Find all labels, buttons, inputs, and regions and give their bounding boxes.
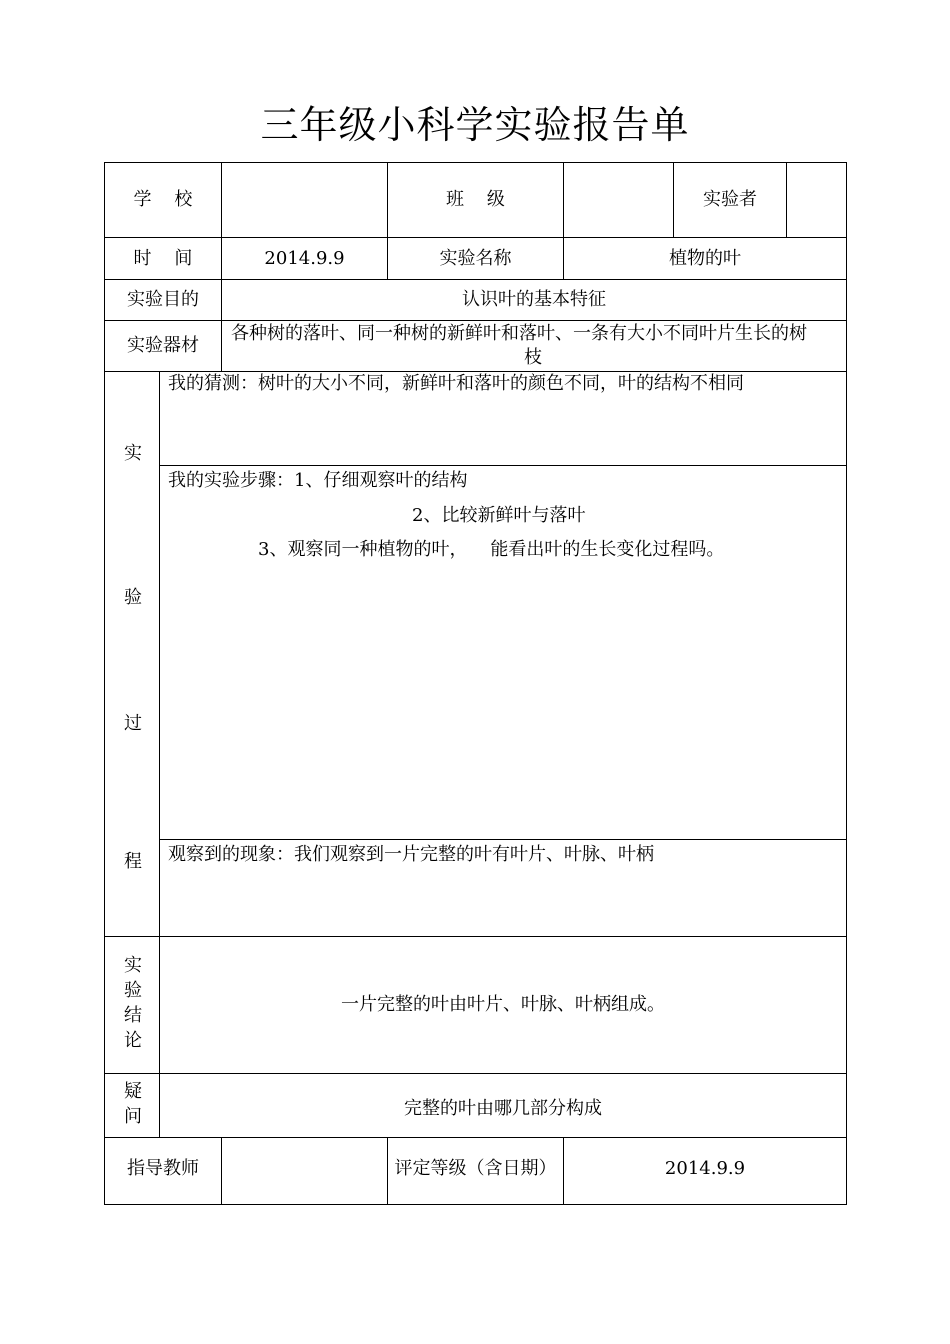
step-item[interactable]: 3、观察同一种植物的叶， 能看出叶的生长变化过程吗。 bbox=[258, 539, 725, 560]
question-value[interactable]: 完整的叶由哪几部分构成 bbox=[404, 1097, 602, 1119]
page-title: 三年级小科学实验报告单 bbox=[260, 103, 690, 147]
teacher-field[interactable] bbox=[222, 1138, 387, 1200]
purpose-label: 实验目的 bbox=[127, 289, 199, 310]
row-divider bbox=[159, 465, 847, 466]
process-label-char: 实 bbox=[124, 443, 142, 464]
conclusion-label bbox=[105, 953, 161, 1053]
experiment-name-value[interactable]: 植物的叶 bbox=[669, 247, 741, 269]
experimenter-field[interactable] bbox=[787, 163, 846, 237]
process-label-char: 验 bbox=[124, 587, 142, 608]
observation-text[interactable]: 观察到的现象：我们观察到一片完整的叶有叶片、叶脉、叶柄 bbox=[168, 844, 654, 865]
guess-text[interactable]: 我的猜测：树叶的大小不同，新鲜叶和落叶的颜色不同，叶的结构不相同 bbox=[168, 373, 744, 394]
process-label-char: 程 bbox=[124, 851, 142, 872]
school-label: 学 校 bbox=[133, 189, 193, 210]
table-border-bottom bbox=[104, 1204, 847, 1205]
experimenter-label: 实验者 bbox=[703, 189, 757, 210]
table-border-right bbox=[846, 162, 847, 1205]
experiment-name-label: 实验名称 bbox=[439, 247, 512, 269]
conclusion-label-char: 结 bbox=[124, 1005, 142, 1026]
purpose-value[interactable]: 认识叶的基本特征 bbox=[462, 289, 606, 310]
grade-label: 评定等级（含日期） bbox=[394, 1158, 557, 1179]
class-label: 班 级 bbox=[446, 189, 505, 210]
step-item[interactable]: 2、比较新鲜叶与落叶 bbox=[412, 505, 586, 526]
row-divider bbox=[159, 839, 847, 840]
question-label-char: 疑 bbox=[124, 1081, 142, 1102]
question-label-char: 问 bbox=[124, 1106, 142, 1127]
conclusion-label-char: 论 bbox=[124, 1030, 142, 1051]
teacher-label: 指导教师 bbox=[127, 1158, 199, 1179]
time-label: 时 间 bbox=[133, 247, 193, 269]
equipment-label: 实验器材 bbox=[127, 335, 199, 356]
conclusion-label-char: 实 bbox=[124, 955, 142, 976]
step-item[interactable]: 我的实验步骤：1、仔细观察叶的结构 bbox=[168, 470, 468, 491]
question-label bbox=[105, 1079, 161, 1129]
school-field[interactable] bbox=[222, 163, 387, 237]
conclusion-value[interactable]: 一片完整的叶由叶片、叶脉、叶柄组成。 bbox=[341, 994, 665, 1015]
grade-value[interactable]: 2014.9.9 bbox=[664, 1158, 746, 1179]
time-value[interactable]: 2014.9.9 bbox=[264, 247, 345, 269]
class-field[interactable] bbox=[564, 163, 673, 237]
conclusion-label-char: 验 bbox=[124, 980, 142, 1001]
equipment-line: 各种树的落叶、同一种树的新鲜叶和落叶、一条有大小不同叶片生长的树 bbox=[231, 323, 807, 344]
process-label-char: 过 bbox=[124, 713, 142, 734]
equipment-line: 枝 bbox=[524, 347, 542, 368]
